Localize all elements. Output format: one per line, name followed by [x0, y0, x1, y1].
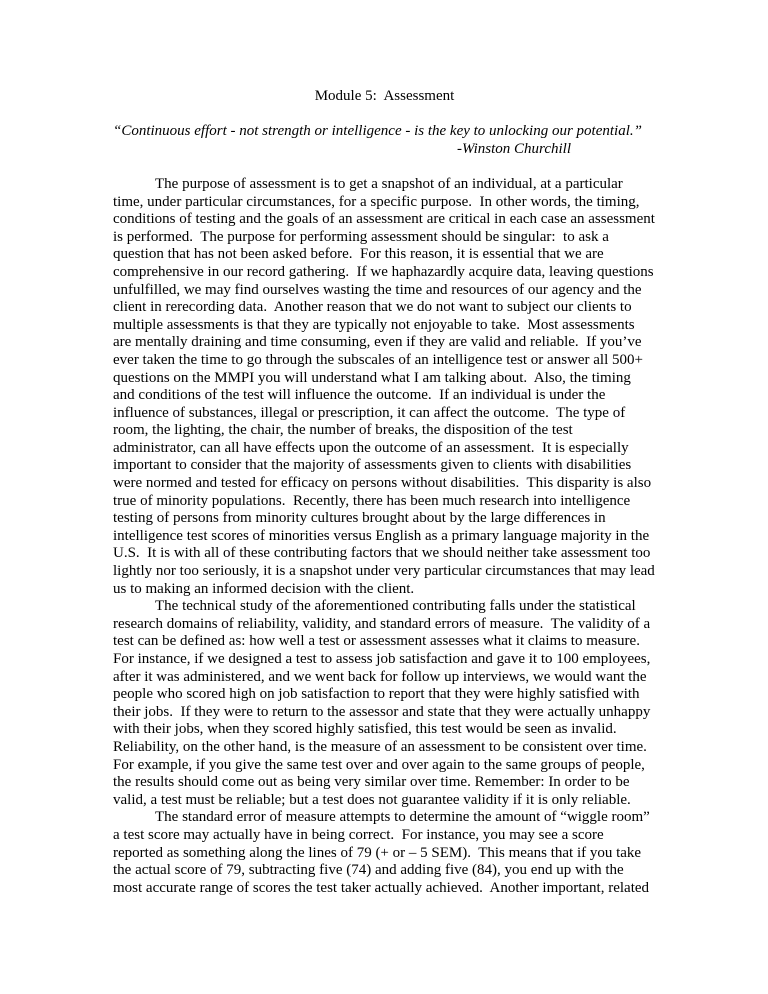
body-paragraph-1: The purpose of assessment is to get a snapshot of an individual, at a particular time, under particular circumstances, for a specific purpose. In other words, the timing, conditions of testing and the goals of an assessment are critical in each case an assessment is performed. The purpose for performing assessment should be singular: to ask a question that has not been asked before. For this reason, it is essential that we are comprehensive in our record gathering. If we haphazardly acquire data, leaving questions unfulfilled, we may find ourselves wasting the time and resources of our agency and the client in rerecording data. Another reason that we do not want to subject our clients to multiple assessments is that they are typically not enjoyable to take. Most assessments are mentally draining and time consuming, even if they are valid and reliable. If you’ve ever taken the time to go through the subscales of an intelligence test or answer all 500+ questions on the MMPI you will understand what I am talking about. Also, the timing and conditions of the test will influence the outcome. If an individual is under the influence of substances, illegal or prescription, it can affect the outcome. The type of room, the lighting, the chair, the number of breaks, the disposition of the test administrator, can all have effects upon the outcome of an assessment. It is especially important to consider that the majority of assessments given to clients with disabilities were normed and tested for efficacy on persons without disabilities. This disparity is also true of minority populations. Recently, there has been much research into intelligence testing of persons from minority cultures brought about by the large differences in intelligence test scores of minorities versus English as a primary language majority in the U.S. It is with all of these contributing factors that we should neither take assessment too lightly nor too seriously, it is a snapshot under very particular circumstances that may lead us to making an informed decision with the client.: [113, 175, 659, 597]
quote-text: “Continuous effort - not strength or intelligence - is the key to unlocking our potential.”: [113, 123, 642, 140]
quote-attribution: -Winston Churchill: [456, 140, 571, 157]
page-title: Module 5: Assessment: [314, 88, 455, 104]
body-paragraph-3: The standard error of measure attempts to determine the amount of “wiggle room” a test score may actually have in being correct. For instance, you may see a score reported as something along the lines of 79 (+ or – 5 SEM). This means that if you take the actual score of 79, subtracting five (74) and adding five (84), you end up with the most accurate range of scores the test taker actually achieved. Another important, related: [113, 809, 654, 896]
body-paragraph-2: The technical study of the aforementioned contributing falls under the statistical research domains of reliability, validity, and standard errors of measure. The validity of a test can be defined as: how well a test or assessment assesses what it claims to measure. For instance, if we designed a test to assess job satisfaction and gave it to 100 employees, after it was administered, and we went back for follow up interviews, we would want the people who scored high on job satisfaction to report that they were highly satisfied with their jobs. If they were to return to the assessor and state that they were actually unhappy with their jobs, when they scored highly satisfied, this test would be seen as invalid. Reliability, on the other hand, is the measure of an assessment to be consistent over time. For example, if you give the same test over and over again to the same groups of people, the results should come out as being very similar over time. Remember: In order to be valid, a test must be reliable; but a test does not guarantee validity if it is only reliable.: [113, 598, 655, 808]
